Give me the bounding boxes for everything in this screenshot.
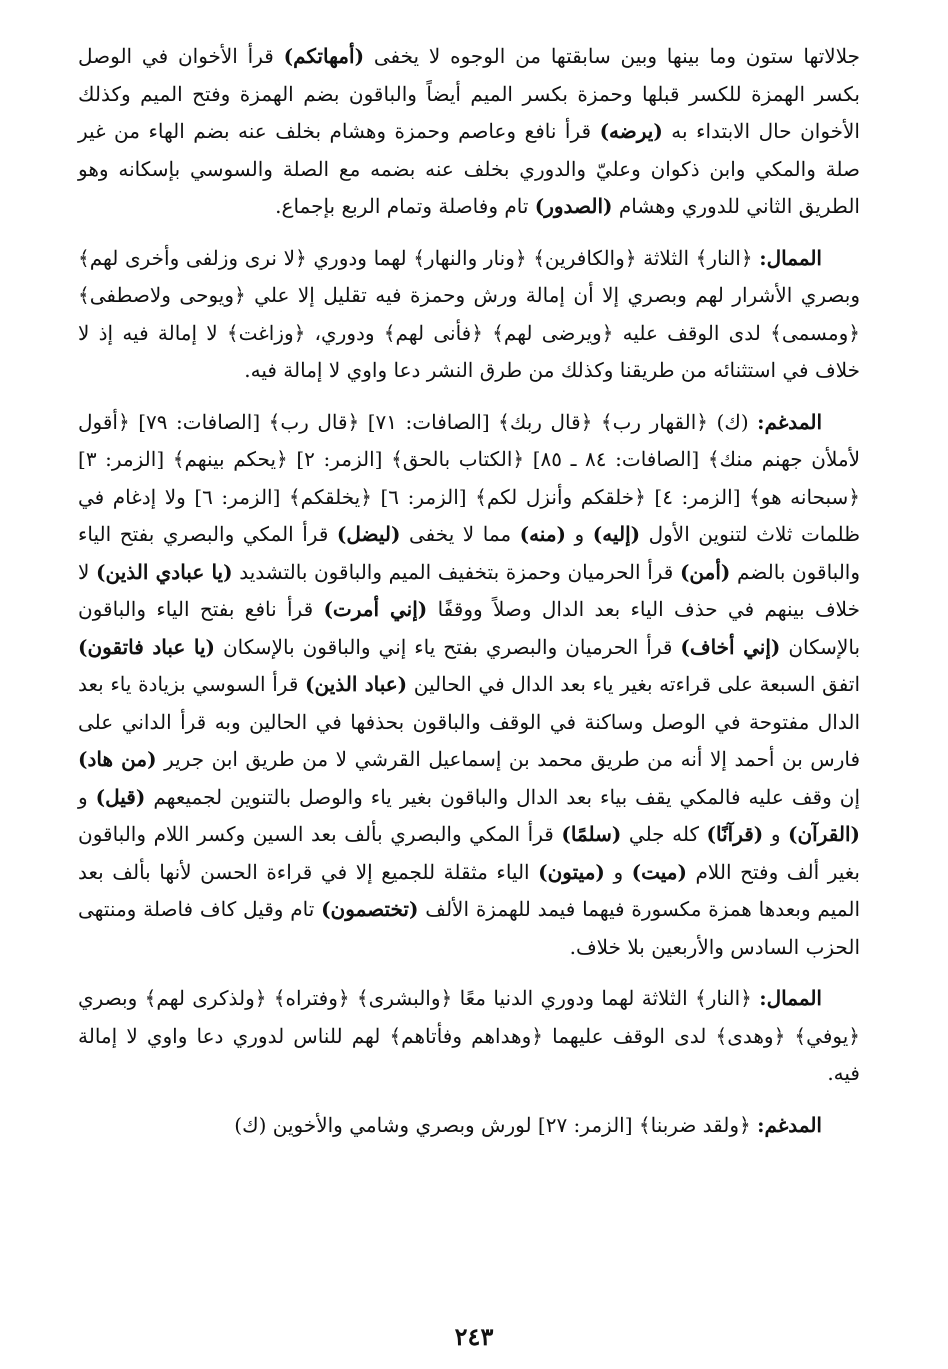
text-run: الياء مثقلة للجميع إلا في قراءة الحسن لأنها بألف بعد الميم وبعدها همزة مكسورة فيهما فيمد للهمزة الألف <box>78 859 860 921</box>
text-run: مما لا يخفى <box>400 522 520 546</box>
paragraph-mudgham-1 <box>78 404 860 967</box>
bold-term: (إني أمرت) <box>323 597 428 621</box>
text-run: تام وقيل كاف فاصلة ومنتهى الحزب السادس والأربعين بلا خلاف. <box>78 897 860 959</box>
page-number: ٢٤٣ <box>454 1322 494 1351</box>
text-run: قرأ نافع بفتح الياء والباقون بالإسكان <box>78 597 861 659</box>
text-run: و <box>78 784 96 809</box>
bold-term: (يا عباد فاتقون) <box>78 634 216 659</box>
page-body <box>78 38 860 1158</box>
text-run: ﴿النار﴾ الثلاثة ﴿والكافرين﴾ ﴿ونار والنهار﴾ لهما ودوري ﴿لا نرى وزلفى وأخرى لهم﴾ وبصري الأشرار لهم وبصري إلا أن إمالة ورش وحمزة فيه تقليل إلا علي ﴿ويوحى ولاصطفى﴾ ﴿ومسمى﴾ لدى الوقف عليه ﴿ويرضى لهم﴾ ﴿فأنى لهم﴾ ودوري، ﴿وزاغت﴾ لا إمالة فيه إذ لا خلاف في استثنائه من طريقنا وكذلك من طرق النشر دعا واوي لا إمالة فيه. <box>78 245 860 382</box>
text-run: ﴿ولقد ضربنا﴾ [الزمر: ٢٧] لورش وبصري وشامي والأخوين (ك) <box>234 1112 758 1137</box>
text-run: و <box>763 822 789 846</box>
text-run: قرأ المكي والبصري بألف بعد السين وكسر اللام والباقون بغير ألف وفتح اللام <box>78 822 860 884</box>
bold-term: الممال: <box>759 245 822 270</box>
bold-term: (أمن) <box>679 559 731 584</box>
bold-term: (ميتون) <box>538 859 605 884</box>
bold-term: (يرضه) <box>599 119 663 143</box>
text-run: و <box>604 859 632 884</box>
text-run: قرأ الحرميان والبصري بفتح ياء إني والباقون بالإسكان <box>215 634 681 659</box>
text-run: قرأ المكي والبصري بفتح الياء والباقون بالضم <box>78 522 861 584</box>
bold-term: (منه) <box>519 522 567 546</box>
bold-term: الممال: <box>759 986 822 1010</box>
text-run: ﴿النار﴾ الثلاثة لهما ودوري الدنيا معًا ﴿والبشرى﴾ ﴿وفتراه﴾ ﴿ولذكرى لهم﴾ وبصري ﴿يوفي﴾ ﴿وهدى﴾ لدى الوقف عليهما ﴿وهداهم وفأتاهم﴾ لهم للناس لدوري دعا واوي لا إمالة فيه. <box>78 986 860 1085</box>
text-run: إن وقف عليه فالمكي يقف بياء بعد الدال والباقون بغير ياء والوصل بالتنوين لجميعهم <box>145 784 861 809</box>
text-run: قرأ السوسي بزيادة ياء بعد الدال مفتوحة في الوصل وساكنة في الوقف والباقون بحذفها في الحالين وبه قرأ الداني على فارس بن أحمد إلا أنه من طريق محمد بن إسماعيل القرشي لا من طريق ابن جرير <box>78 672 861 771</box>
bold-term: (تختصمون) <box>321 897 419 921</box>
bold-term: (من هاد) <box>78 747 157 771</box>
text-run: قرأ الأخوان في الوصل بكسر الهمزة للكسر قبلها وحمزة بكسر الميم أيضاً والباقون بضم الهمزة وفتح الميم وكذلك الأخوان حال الابتداء به <box>78 44 860 143</box>
bold-term: (ليضل) <box>336 522 401 546</box>
bold-term: (إني أخاف) <box>680 634 781 659</box>
bold-term: المدغم: <box>757 1112 822 1137</box>
bold-term: (الصدور) <box>534 194 613 218</box>
text-run: كله جلي <box>621 822 707 846</box>
paragraph-mumal-1 <box>78 240 860 390</box>
bold-term: (عباد الذين) <box>305 672 408 696</box>
bold-term: (سلمًا) <box>561 822 622 846</box>
paragraph-mumal-2 <box>78 980 860 1093</box>
bold-term: المدغم: <box>757 409 823 434</box>
text-run: قرأ نافع وعاصم وحمزة وهشام بخلف عنه بضم الهاء من غير صلة والمكي وابن ذكوان وعليّ والدوري بخلف عنه بضمه مع الصلة والسوسي بإسكانه وهو الطريق الثاني للدوري وهشام <box>78 119 860 218</box>
paragraph-mudgham-2 <box>78 1107 860 1145</box>
bold-term: (قرآنًا) <box>706 822 764 846</box>
text-run: و <box>566 522 593 546</box>
text-run: تام وفاصلة وتمام الربع بإجماع. <box>275 194 535 218</box>
bold-term: (ميت) <box>631 859 687 884</box>
paragraph-qiraat-notes <box>78 38 860 226</box>
text-run: (ك) ﴿القهار رب﴾ ﴿قال ربك﴾ [الصافات: ٧١] ﴿قال رب﴾ [الصافات: ٧٩] ﴿أقول لأملأن جهنم منك﴾ [الصافات: ٨٤ ـ ٨٥] ﴿الكتاب بالحق﴾ [الزمر: ٢] ﴿يحكم بينهم﴾ [الزمر: ٣] ﴿سبحانه هو﴾ [الزمر: ٤] ﴿خلقكم وأنزل لكم﴾ [الزمر: ٦] ﴿يخلقكم﴾ [الزمر: ٦] ولا إدغام في ظلمات ثلاث لتنوين الأول <box>78 409 861 546</box>
bold-term: (إليه) <box>592 522 641 546</box>
text-run: اتفق السبعة على قراءته بغير ياء بعد الدال في الحالين <box>407 672 861 696</box>
text-run: جلالاتها ستون وما بينها وبين سابقتها من الوجوه لا يخفى <box>364 44 861 68</box>
bold-term: (قيل) <box>95 784 146 809</box>
text-run: قرأ الحرميان وحمزة بتخفيف الميم والباقون بالتشديد <box>232 559 680 584</box>
bold-term: (القرآن) <box>788 822 861 846</box>
text-run: لا خلاف بينهم في حذف الياء بعد الدال وصلاً ووقفًا <box>78 559 860 621</box>
bold-term: (يا عبادي الذين) <box>96 559 233 584</box>
bold-term: (أمهاتكم) <box>283 44 365 68</box>
